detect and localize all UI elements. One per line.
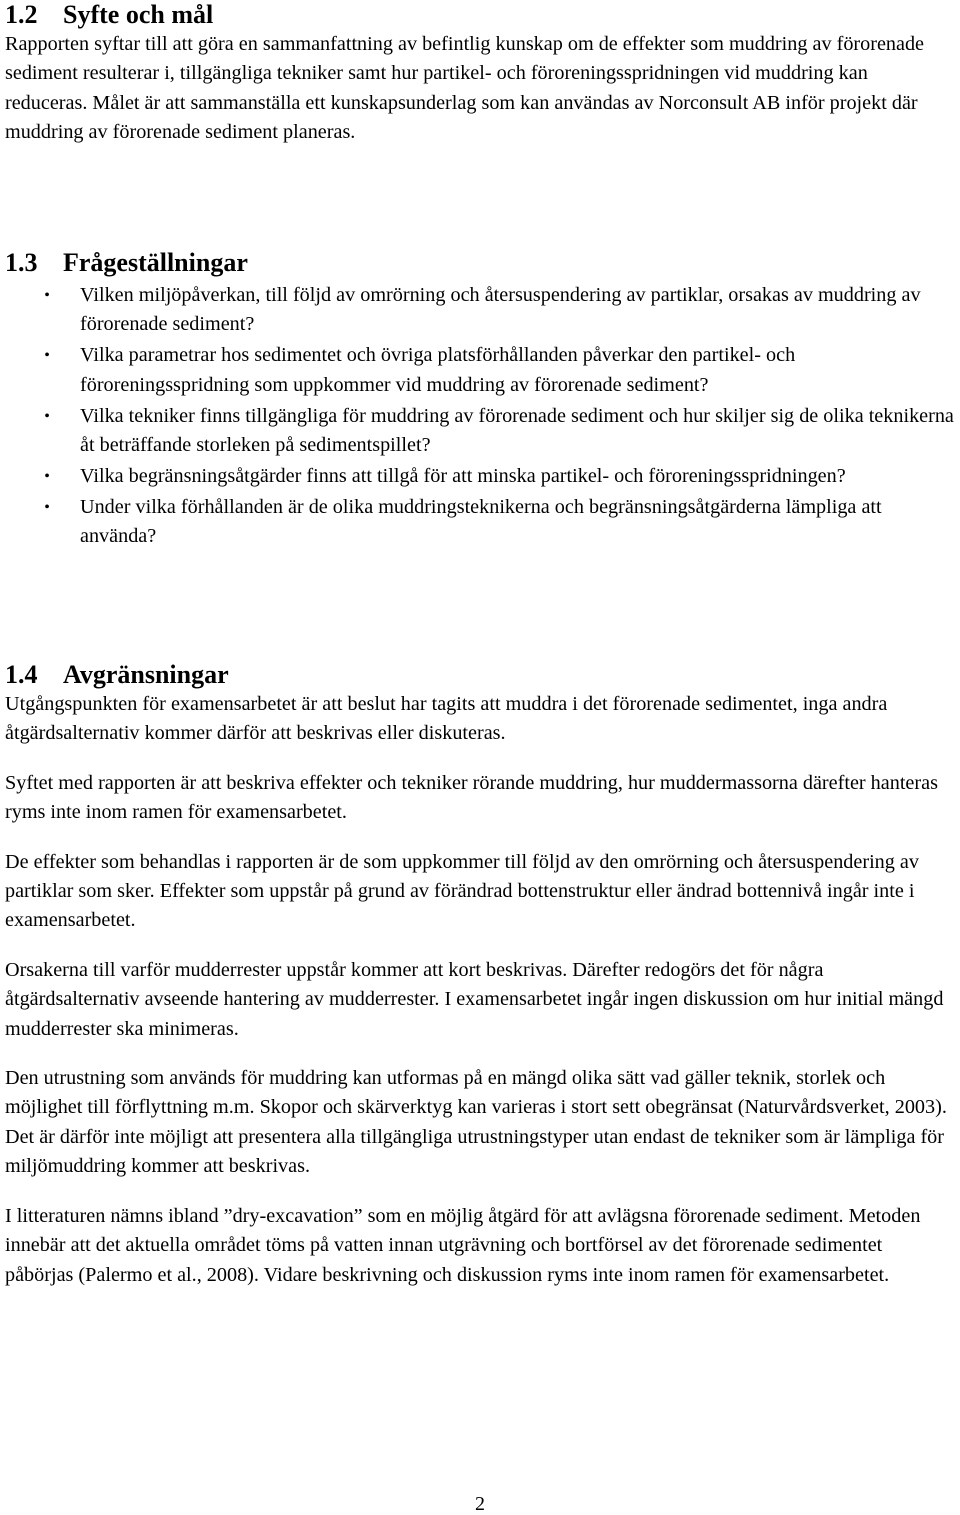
section-heading <box>5 248 955 278</box>
list-item <box>5 281 955 340</box>
list-item <box>5 402 955 461</box>
page-number: 2 <box>475 1493 485 1515</box>
section-title: Syfte och mål <box>63 0 214 29</box>
body-paragraph: Den utrustning som används för muddring kan utformas på en mängd olika sätt vad gäller teknik, storlek och möjlighet till förflyttning m.m. Skopor och skärverktyg kan varieras i stort sett obegränsat (Naturvårdsverket, 2003). Det är därför inte möjligt att presentera alla tillgängliga utrustningstyper utan endast de tekniker som är lämpliga för miljömuddring kommer att beskrivas. <box>5 1067 947 1178</box>
bullet-icon: • <box>44 498 50 516</box>
list-item-text: Vilken miljöpåverkan, till följd av omrörning och återsuspendering av partiklar, orsakas av muddring av förorenade sediment? <box>80 284 921 336</box>
question-list <box>5 281 955 552</box>
list-item-text: Vilka parametrar hos sedimentet och övriga platsförhållanden påverkar den partikel- och föroreningsspridning som uppkommer vid muddring av förorenade sediment? <box>80 344 796 396</box>
body-paragraph: Utgångspunkten för examensarbetet är att beslut har tagits att muddra i det förorenade sedimentet, inga andra åtgärdsalternativ kommer därför att beskrivas eller diskuteras. <box>5 693 888 745</box>
section-avgransningar <box>5 660 955 1290</box>
list-item-text: Vilka tekniker finns tillgängliga för muddring av förorenade sediment och hur skiljer sig de olika teknikerna åt beträffande storleken på sedimentspillet? <box>80 404 954 457</box>
body-paragraph: Syftet med rapporten är att beskriva effekter och tekniker rörande muddring, hur muddermassorna därefter hanteras ryms inte inom ramen för examensarbetet. <box>5 771 938 824</box>
bullet-icon: • <box>44 407 50 425</box>
list-item <box>5 493 955 552</box>
section-heading <box>5 0 955 30</box>
bullet-icon: • <box>44 347 50 365</box>
body-paragraph: I litteraturen nämns ibland ”dry-excavation” som en möjlig åtgärd för att avlägsna förorenade sediment. Metoden innebär att det aktuella området töms på vatten innan utgrävning och bortförsel av det förorenade sedimentet påbörjas (Palermo et al., 2008). Vidare beskrivning och diskussion ryms inte inom ramen för examensarbetet. <box>5 1204 921 1286</box>
list-item <box>5 341 955 400</box>
section-title: Frågeställningar <box>63 248 248 277</box>
bullet-icon: • <box>44 287 50 304</box>
body-paragraph: De effekter som behandlas i rapporten är de som uppkommer till följd av den omrörning och återsuspendering av partiklar som sker. Effekter som uppstår på grund av förändrad bottenstruktur eller ändrad bottennivå ingår inte i examensarbetet. <box>5 850 919 932</box>
body-paragraph: Orsakerna till varför mudderrester uppstår kommer att kort beskrivas. Därefter redogörs det för några åtgärdsalternativ avseende hantering av mudderrester. I examensarbetet ingår ingen diskussion om hur initial mängd mudderrester ska minimeras. <box>5 958 944 1040</box>
list-item-text: Under vilka förhållanden är de olika muddringsteknikerna och begränsningsåtgärderna lämpliga att använda? <box>80 495 882 548</box>
section-title: Avgränsningar <box>63 660 229 689</box>
section-number: 1.4 <box>5 660 38 689</box>
list-item <box>5 462 955 491</box>
list-item-text: Vilka begränsningsåtgärder finns att tillgå för att minska partikel- och föroreningsspridningen? <box>80 464 846 487</box>
section-number: 1.2 <box>5 0 38 29</box>
bullet-icon: • <box>44 467 50 485</box>
section-number: 1.3 <box>5 248 38 277</box>
section-heading <box>5 660 955 690</box>
section-syfte-och-mal <box>5 0 955 148</box>
section-fragestallningar <box>5 248 955 553</box>
body-paragraph: Rapporten syftar till att göra en sammanfattning av befintlig kunskap om de effekter som muddring av förorenade sediment resulterar i, tillgängliga tekniker samt hur partikel- och föroreningsspridningen vid muddring kan reduceras. Målet är att sammanställa ett kunskapsunderlag som kan användas av Norconsult AB inför projekt där muddring av förorenade sediment planeras. <box>5 33 925 144</box>
